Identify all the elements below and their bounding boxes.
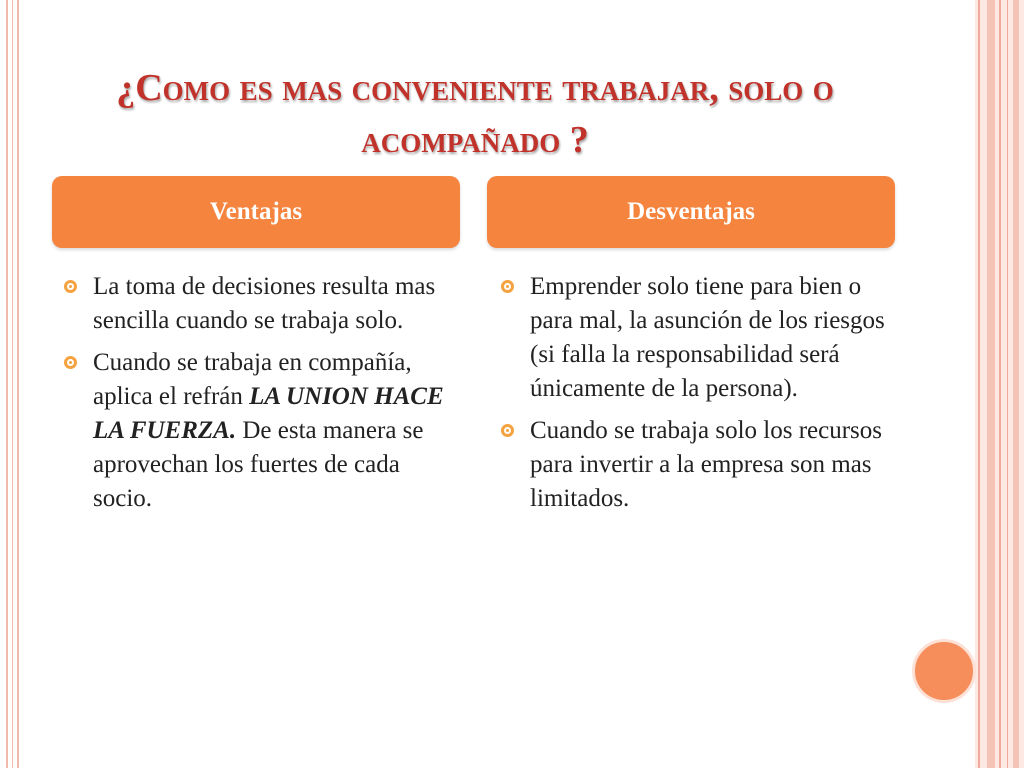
ring-bullet-icon	[64, 356, 77, 369]
bullet-text-after: De esta manera se aprovechan los fuertes de cada socio.	[93, 417, 424, 512]
ring-bullet-icon	[64, 280, 77, 293]
bullet-text: Cuando se trabaja solo los recursos para invertir a la empresa son mas limitados.	[530, 417, 883, 512]
bullet-text: Emprender solo tiene para bien o para mal, la asunción de los riesgos (si falla la responsabilidad será únicamente de la persona).	[530, 273, 885, 402]
list-item	[497, 270, 897, 406]
header-desventajas: Desventajas	[487, 176, 895, 248]
left-decoration	[0, 0, 30, 768]
header-ventajas: Ventajas	[52, 176, 460, 248]
ring-bullet-icon	[501, 280, 514, 293]
list-item	[60, 270, 460, 338]
bullet-text-before: Cuando se trabaja en compañía, aplica el refrán	[93, 349, 412, 410]
slide-title: ¿Como es mas conveniente trabajar, solo o acompañado ?	[116, 67, 834, 161]
orange-circle-icon	[912, 639, 976, 703]
right-decoration	[975, 0, 1024, 768]
ventajas-list	[60, 270, 460, 524]
ring-bullet-icon	[501, 424, 514, 437]
refran-emphasis: LA UNION HACE LA FUERZA.	[93, 383, 444, 444]
desventajas-list	[497, 270, 897, 524]
list-item	[60, 346, 460, 516]
bullet-text: La toma de decisiones resulta mas sencilla cuando se trabaja solo.	[93, 273, 436, 334]
list-item	[497, 414, 897, 516]
